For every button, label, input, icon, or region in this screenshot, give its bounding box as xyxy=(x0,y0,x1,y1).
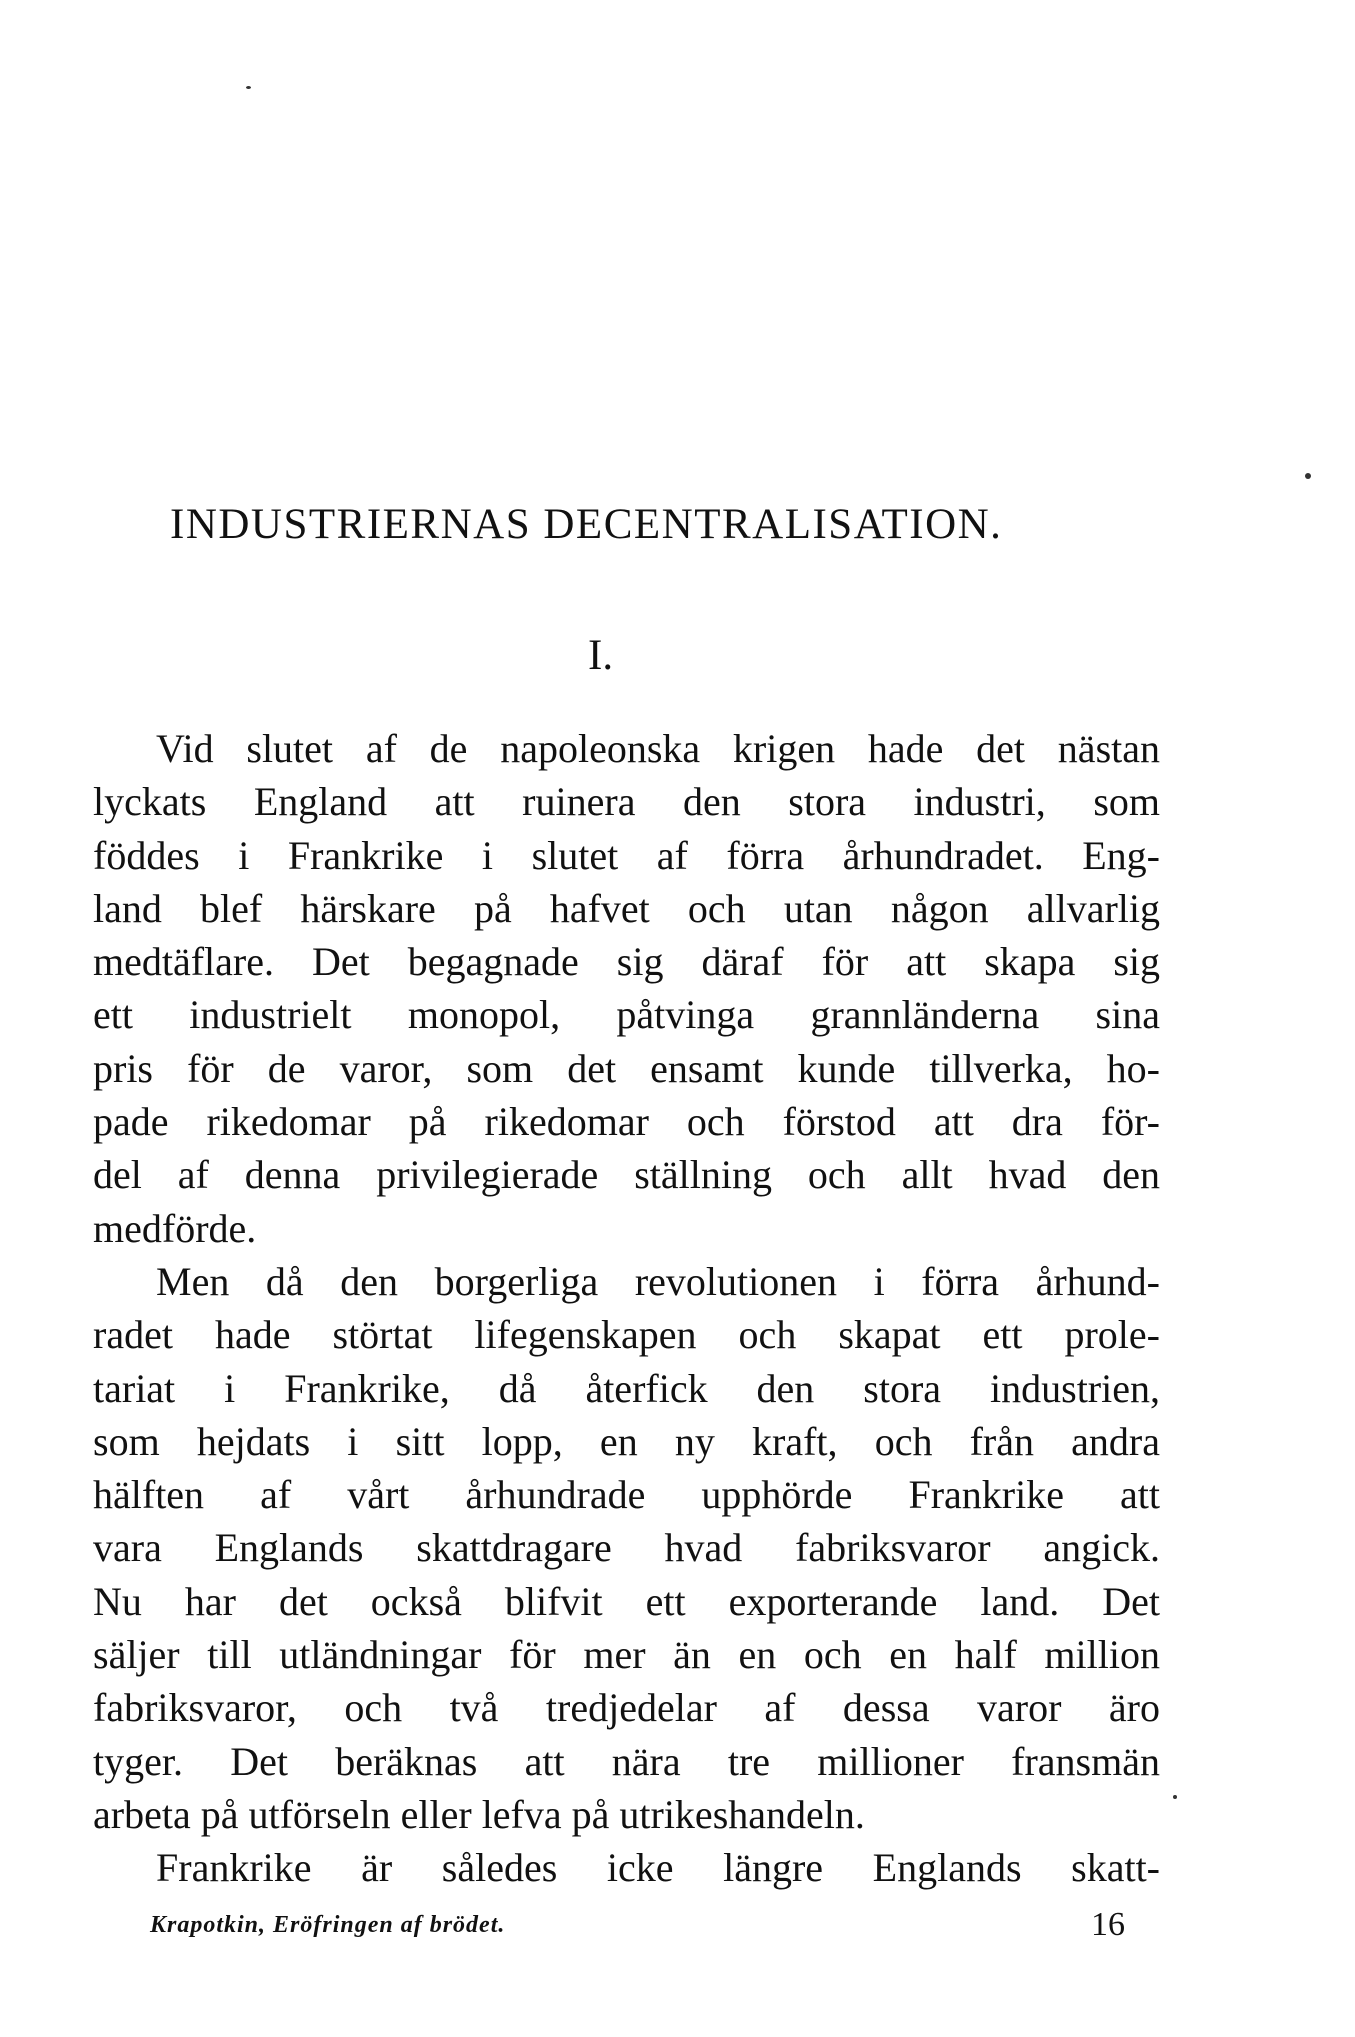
text-line: hälften af vårt århundrade upphörde Frankrike att xyxy=(93,1472,1160,1518)
text-line: land blef härskare på hafvet och utan någon allvarlig xyxy=(93,885,1160,931)
text-line: pris för de varor, som det ensamt kunde tillverka, ho- xyxy=(93,1045,1160,1091)
ink-speck xyxy=(246,86,251,89)
page-footer xyxy=(150,1906,1125,1946)
text-line: tariat i Frankrike, då återfick den stora industrien, xyxy=(93,1365,1160,1411)
text-line: Frankrike är således icke längre Englands skatt- xyxy=(156,1845,1160,1891)
text-line: Vid slutet af de napoleonska krigen hade det nästan xyxy=(156,726,1160,771)
text-line: tyger. Det beräknas att nära tre millioner fransmän xyxy=(93,1738,1160,1784)
text-line: ett industrielt monopol, påtvinga grannländerna sina xyxy=(93,992,1160,1038)
text-line: arbeta på utförseln eller lefva på utrikeshandeln. xyxy=(93,1791,865,1837)
text-line: medförde. xyxy=(93,1205,257,1251)
text-line: medtäflare. Det begagnade sig däraf för att skapa sig xyxy=(93,939,1160,985)
footer-source: Krapotkin, Eröfringen af brödet. xyxy=(150,1912,506,1938)
text-line: säljer till utländningar för mer än en och en half million xyxy=(93,1632,1160,1678)
text-line: som hejdats i sitt lopp, en ny kraft, och från andra xyxy=(93,1418,1160,1464)
text-line: Nu har det också blifvit ett exporterande land. Det xyxy=(93,1578,1160,1624)
text-line: radet hade störtat lifegenskapen och skapat ett prole- xyxy=(93,1312,1160,1358)
text-line: pade rikedomar på rikedomar och förstod att dra för- xyxy=(93,1099,1160,1145)
section-number: I. xyxy=(588,632,614,679)
chapter-title: INDUSTRIERNAS DECENTRALISATION. xyxy=(170,501,1003,548)
text-line: Men då den borgerliga revolutionen i förra århund- xyxy=(156,1258,1160,1304)
text-line: fabriksvaror, och två tredjedelar af dessa varor äro xyxy=(93,1685,1160,1731)
ink-speck xyxy=(1173,1795,1177,1799)
text-line: föddes i Frankrike i slutet af förra århundradet. Eng- xyxy=(93,832,1160,878)
ink-speck xyxy=(1305,473,1311,479)
body-text xyxy=(93,722,1160,1895)
text-line: vara Englands skattdragare hvad fabriksvaror angick. xyxy=(93,1525,1160,1571)
text-line: lyckats England att ruinera den stora industri, som xyxy=(93,779,1160,825)
signature-mark: 16 xyxy=(1091,1906,1125,1943)
text-line: del af denna privilegierade ställning och allt hvad den xyxy=(93,1152,1160,1198)
